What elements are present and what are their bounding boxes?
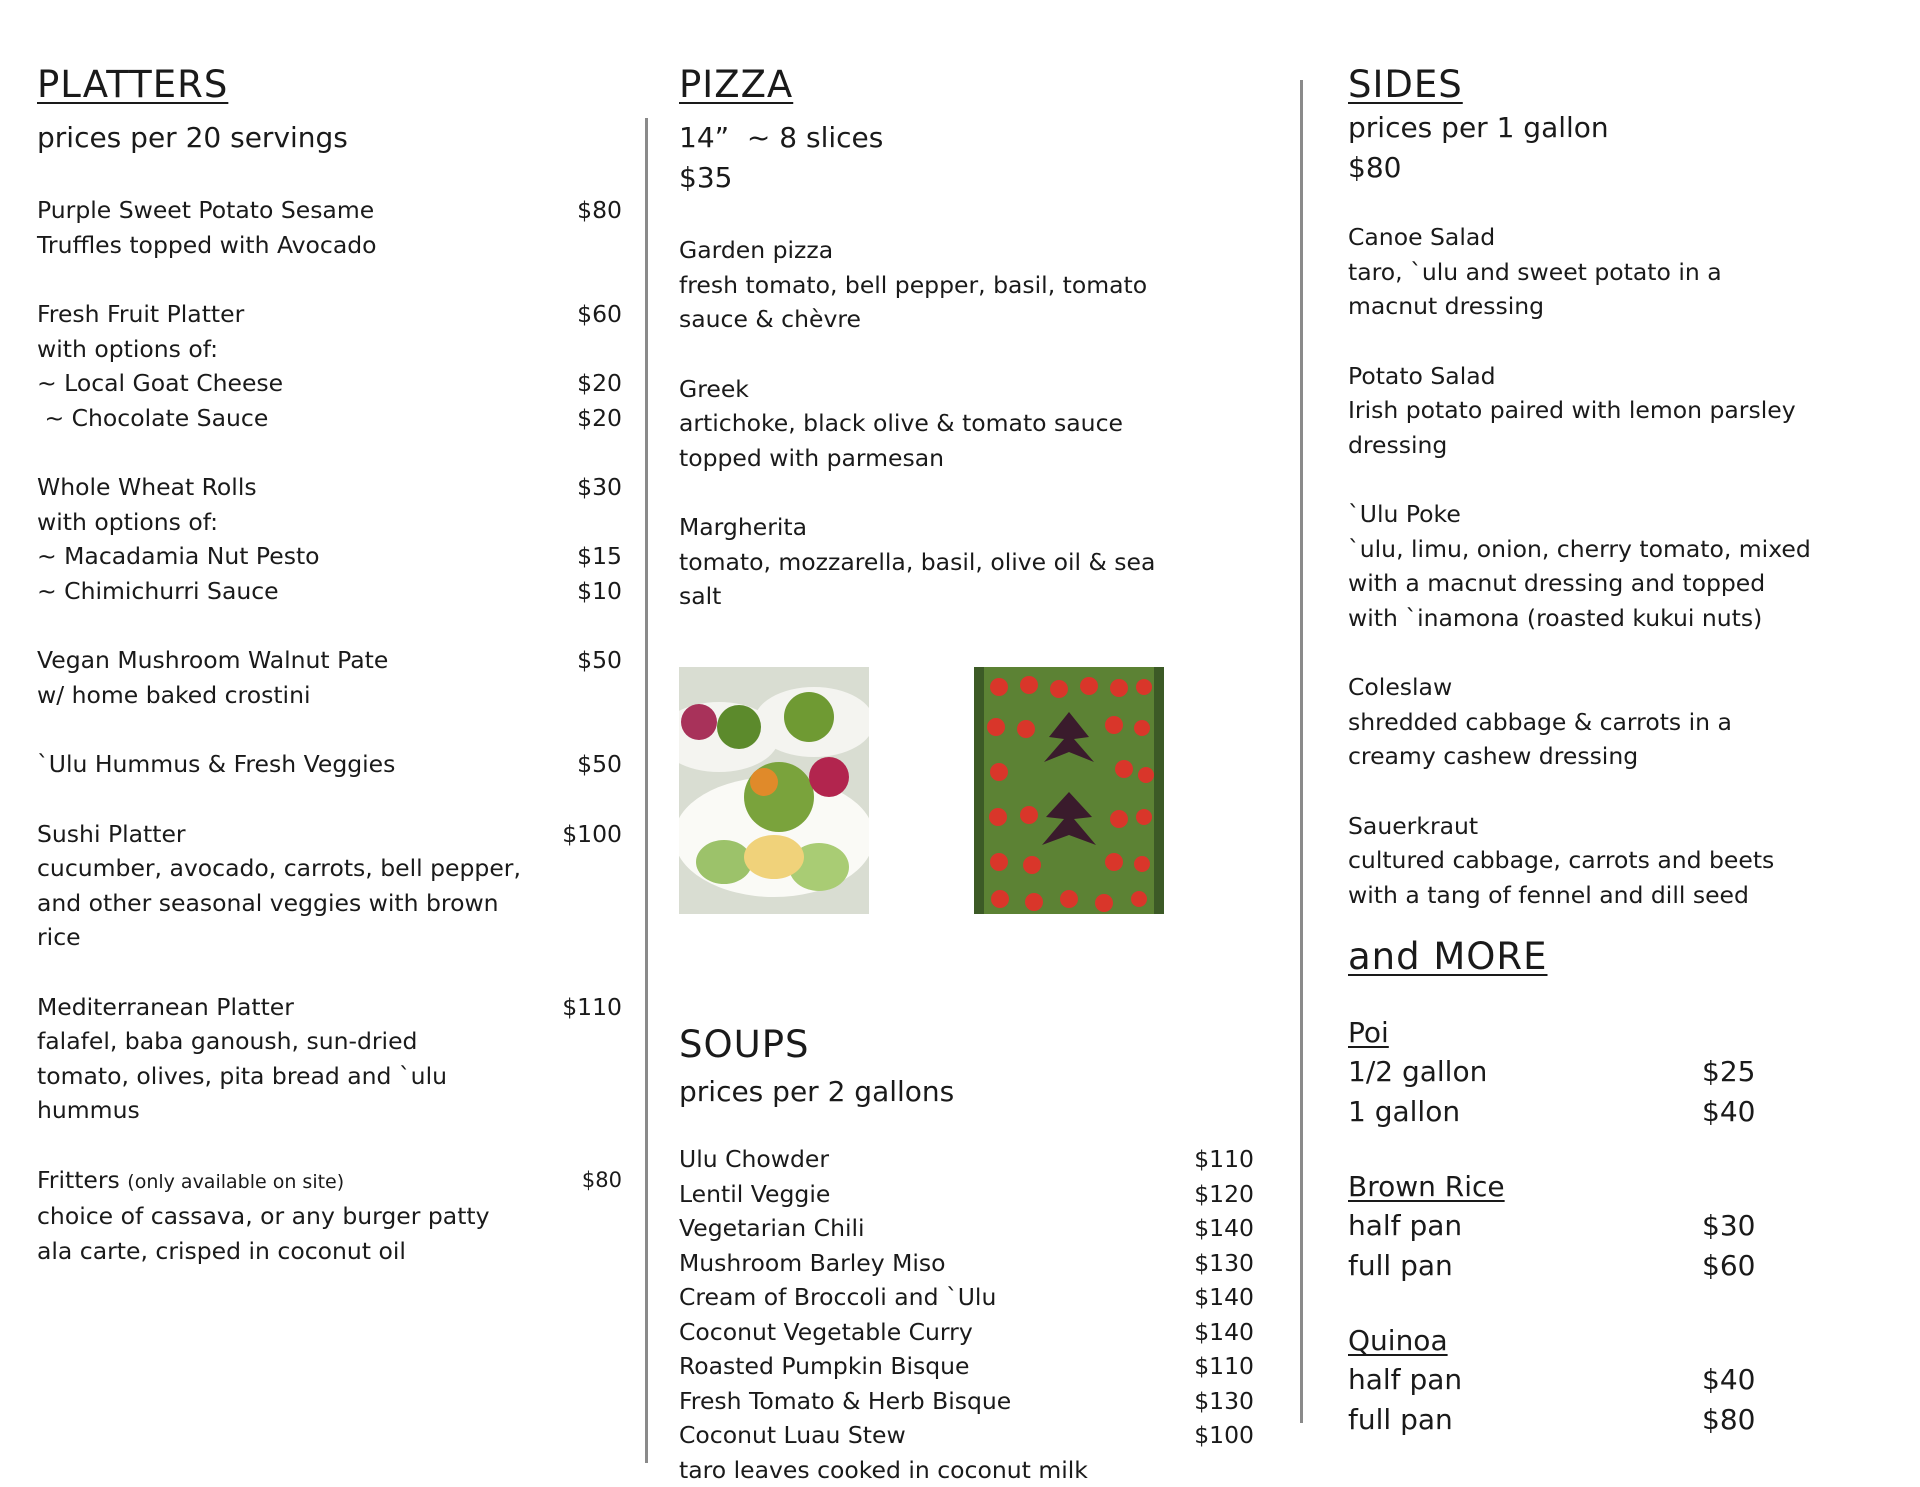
item-desc: Irish potato paired with lemon parsley — [1348, 393, 1903, 428]
item-desc: fresh tomato, bell pepper, basil, tomato — [679, 268, 1254, 303]
side-item — [1348, 220, 1903, 324]
group-row — [1348, 1092, 1903, 1132]
pizza-title: PIZZA — [679, 62, 1254, 108]
item-name: Vegan Mushroom Walnut Pate — [37, 643, 562, 678]
soup-row — [679, 1177, 1254, 1212]
item-desc: shredded cabbage & carrots in a — [1348, 705, 1903, 740]
side-item — [1348, 670, 1903, 774]
soup-price: $110 — [1184, 1142, 1254, 1177]
sides-subtitle: prices per 1 gallon — [1348, 108, 1903, 148]
side-item — [1348, 497, 1903, 635]
pizza-price: $35 — [679, 158, 1254, 198]
column-divider-right — [1300, 80, 1303, 1423]
row-size: half pan — [1348, 1360, 1702, 1400]
group-title: Brown Rice — [1348, 1168, 1903, 1206]
item-price: $80 — [562, 193, 622, 228]
option-name: ~ Chocolate Sauce — [37, 401, 562, 436]
row-price: $40 — [1702, 1360, 1755, 1400]
soup-name: Vegetarian Chili — [679, 1211, 1184, 1246]
side-item — [1348, 809, 1903, 913]
item-desc: ala carte, crisped in coconut oil — [37, 1234, 622, 1269]
sides-more-column — [1348, 0, 1903, 1440]
platters-column — [37, 0, 622, 1268]
row-price: $25 — [1702, 1052, 1755, 1092]
soup-row — [679, 1246, 1254, 1281]
option-name: ~ Macadamia Nut Pesto — [37, 539, 562, 574]
item-name: Coleslaw — [1348, 670, 1903, 705]
soup-name: Roasted Pumpkin Bisque — [679, 1349, 1184, 1384]
soups-title: SOUPS — [679, 1022, 1254, 1068]
item-desc: and other seasonal veggies with brown — [37, 886, 622, 921]
soup-row — [679, 1384, 1254, 1419]
item-price: $100 — [562, 817, 622, 852]
row-price: $60 — [1702, 1246, 1755, 1286]
row-price: $40 — [1702, 1092, 1755, 1132]
more-group-quinoa — [1348, 1322, 1903, 1440]
item-name: Sauerkraut — [1348, 809, 1903, 844]
item-name: Fritters — [37, 1166, 120, 1194]
group-row — [1348, 1246, 1903, 1286]
option-price: $10 — [562, 574, 622, 609]
item-desc: hummus — [37, 1093, 622, 1128]
row-size: half pan — [1348, 1206, 1702, 1246]
item-price: $30 — [562, 470, 622, 505]
row-size: full pan — [1348, 1400, 1702, 1440]
item-desc: with a tang of fennel and dill seed — [1348, 878, 1903, 913]
pizza-size: 14” ~ 8 slices — [679, 118, 1254, 158]
row-size: full pan — [1348, 1246, 1702, 1286]
item-desc: taro, `ulu and sweet potato in a — [1348, 255, 1903, 290]
item-desc: with `inamona (roasted kukui nuts) — [1348, 601, 1903, 636]
item-desc: tomato, mozzarella, basil, olive oil & sea — [679, 545, 1254, 580]
item-extra: with options of: — [37, 505, 622, 540]
option-name: ~ Local Goat Cheese — [37, 366, 562, 401]
item-name: Greek — [679, 372, 1254, 407]
pizza-item — [679, 233, 1254, 337]
soup-name: Cream of Broccoli and `Ulu — [679, 1280, 1184, 1315]
soup-row — [679, 1315, 1254, 1350]
more-group-poi — [1348, 1014, 1903, 1132]
soup-row — [679, 1142, 1254, 1177]
group-title: Quinoa — [1348, 1322, 1903, 1360]
soup-price: $100 — [1184, 1418, 1254, 1453]
item-price: $50 — [562, 643, 622, 678]
soups-section — [679, 960, 1254, 1487]
option-price: $15 — [562, 539, 622, 574]
item-name: Mediterranean Platter — [37, 990, 562, 1025]
item-desc: sauce & chèvre — [679, 302, 1254, 337]
item-name: Garden pizza — [679, 233, 1254, 268]
soup-price: $120 — [1184, 1177, 1254, 1212]
item-desc: rice — [37, 920, 622, 955]
platter-item — [37, 747, 622, 782]
row-size: 1/2 gallon — [1348, 1052, 1702, 1092]
row-size: 1 gallon — [1348, 1092, 1702, 1132]
platter-item — [37, 643, 622, 712]
more-group-brown-rice — [1348, 1168, 1903, 1286]
pizza-soups-column — [679, 0, 1254, 1484]
soups-list — [679, 1142, 1254, 1487]
item-desc: falafel, baba ganoush, sun-dried — [37, 1024, 622, 1059]
option-name: ~ Chimichurri Sauce — [37, 574, 562, 609]
item-note: (only available on site) — [127, 1171, 344, 1193]
soup-name: Lentil Veggie — [679, 1177, 1184, 1212]
platter-item — [37, 990, 622, 1128]
item-name: Purple Sweet Potato Sesame — [37, 193, 562, 228]
item-desc: salt — [679, 579, 1254, 614]
soup-price: $110 — [1184, 1349, 1254, 1384]
more-title: and MORE — [1348, 934, 1903, 980]
option-price: $20 — [562, 366, 622, 401]
item-price: $50 — [562, 747, 622, 782]
item-name: Margherita — [679, 510, 1254, 545]
row-price: $80 — [1702, 1400, 1755, 1440]
item-name: `Ulu Poke — [1348, 497, 1903, 532]
item-extra: Truffles topped with Avocado — [37, 228, 622, 263]
group-row — [1348, 1052, 1903, 1092]
item-desc: with a macnut dressing and topped — [1348, 566, 1903, 601]
platter-item — [37, 297, 622, 435]
item-name: `Ulu Hummus & Fresh Veggies — [37, 747, 562, 782]
item-desc: dressing — [1348, 428, 1903, 463]
item-name: Sushi Platter — [37, 817, 562, 852]
pizza-item — [679, 510, 1254, 614]
skewer-platter-photo — [974, 667, 1164, 914]
soup-footnote: taro leaves cooked in coconut milk — [679, 1453, 1254, 1487]
item-desc: creamy cashew dressing — [1348, 739, 1903, 774]
soup-row — [679, 1349, 1254, 1384]
platters-subtitle: prices per 20 servings — [37, 118, 622, 158]
item-desc: macnut dressing — [1348, 289, 1903, 324]
side-item — [1348, 359, 1903, 463]
option-price: $20 — [562, 401, 622, 436]
item-extra: w/ home baked crostini — [37, 678, 622, 713]
soup-price: $130 — [1184, 1384, 1254, 1419]
soup-name: Fresh Tomato & Herb Bisque — [679, 1384, 1184, 1419]
item-extra: with options of: — [37, 332, 622, 367]
soup-price: $140 — [1184, 1211, 1254, 1246]
sides-title: SIDES — [1348, 62, 1903, 108]
soup-row — [679, 1418, 1254, 1453]
item-desc: tomato, olives, pita bread and `ulu — [37, 1059, 622, 1094]
group-title: Poi — [1348, 1014, 1903, 1052]
group-row — [1348, 1360, 1903, 1400]
soup-name: Ulu Chowder — [679, 1142, 1184, 1177]
platters-title: PLATTERS — [37, 62, 622, 108]
soup-price: $140 — [1184, 1280, 1254, 1315]
soup-name: Mushroom Barley Miso — [679, 1246, 1184, 1281]
item-name: Potato Salad — [1348, 359, 1903, 394]
item-name: Fresh Fruit Platter — [37, 297, 562, 332]
row-price: $30 — [1702, 1206, 1755, 1246]
soups-subtitle: prices per 2 gallons — [679, 1072, 1254, 1112]
platter-item — [37, 193, 622, 262]
soup-row — [679, 1280, 1254, 1315]
item-price: $110 — [562, 990, 622, 1025]
soup-price: $140 — [1184, 1315, 1254, 1350]
item-name: Canoe Salad — [1348, 220, 1903, 255]
item-price: $80 — [562, 1163, 622, 1198]
soup-name: Coconut Luau Stew — [679, 1418, 1184, 1453]
salad-plates-photo — [679, 667, 869, 914]
item-desc: choice of cassava, or any burger patty — [37, 1199, 622, 1234]
item-desc: cucumber, avocado, carrots, bell pepper, — [37, 851, 622, 886]
item-desc: cultured cabbage, carrots and beets — [1348, 843, 1903, 878]
food-photos — [679, 667, 1254, 914]
platter-item — [37, 470, 622, 608]
platter-item — [37, 1163, 622, 1269]
item-desc: topped with parmesan — [679, 441, 1254, 476]
item-desc: `ulu, limu, onion, cherry tomato, mixed — [1348, 532, 1903, 567]
group-row — [1348, 1400, 1903, 1440]
item-desc: artichoke, black olive & tomato sauce — [679, 406, 1254, 441]
column-divider-left — [645, 118, 648, 1463]
soup-price: $130 — [1184, 1246, 1254, 1281]
soup-name: Coconut Vegetable Curry — [679, 1315, 1184, 1350]
sides-price: $80 — [1348, 148, 1903, 188]
platter-item — [37, 817, 622, 955]
pizza-item — [679, 372, 1254, 476]
soup-row — [679, 1211, 1254, 1246]
item-price: $60 — [562, 297, 622, 332]
item-name: Whole Wheat Rolls — [37, 470, 562, 505]
group-row — [1348, 1206, 1903, 1246]
